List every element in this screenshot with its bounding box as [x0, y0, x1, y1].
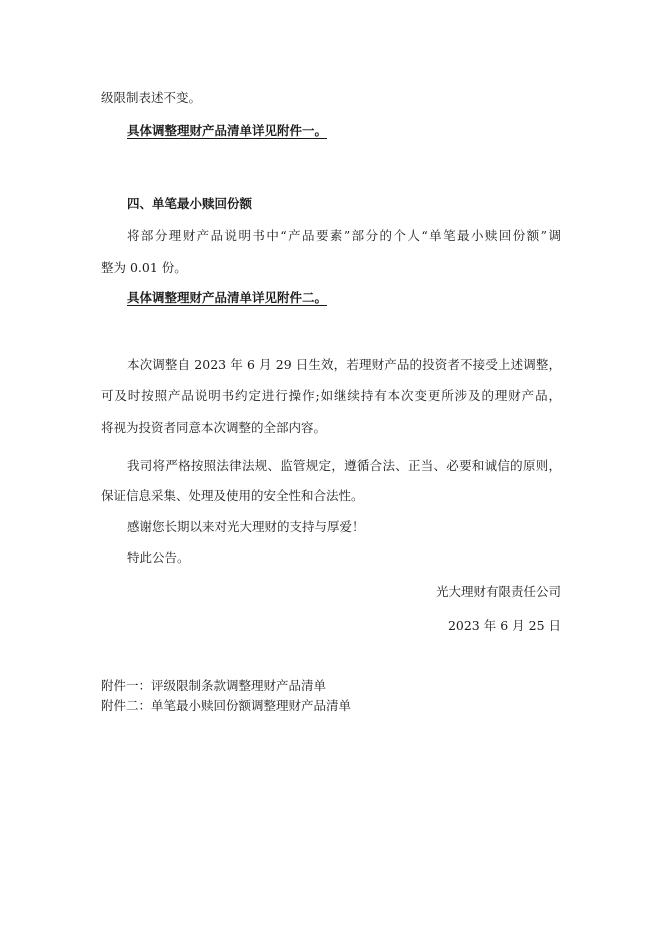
effective-paragraph-line2: 可及时按照产品说明书约定进行操作;如继续持有本次变更所涉及的理财产品， [101, 388, 561, 403]
attachment-one-reference: 具体调整理财产品清单详见附件一。 [127, 123, 328, 138]
section-four-heading: 四、单笔最小赎回份额 [127, 196, 253, 211]
compliance-paragraph-line2: 保证信息采集、处理及使用的安全性和合法性。 [101, 488, 364, 503]
thanks-text: 感谢您长期以来对光大理财的支持与厚爱！ [127, 519, 365, 534]
compliance-paragraph-line1: 我司将严格按照法律法规、监管规定，遵循合法、正当、必要和诚信的原则， [127, 458, 561, 473]
signature-date: 2023 年 6 月 25 日 [447, 618, 561, 633]
section-four-body-line1: 将部分理财产品说明书中“产品要素”部分的个人“单笔最小赎回份额”调 [127, 228, 561, 243]
announcement-closing: 特此公告。 [127, 550, 190, 565]
attachment-list-item-one: 附件一：评级限制条款调整理财产品清单 [101, 678, 327, 693]
attachment-two-reference: 具体调整理财产品清单详见附件二。 [127, 290, 328, 305]
section-four-body-line2: 整为 0.01 份。 [101, 260, 187, 275]
paragraph-rating-tail: 级限制表述不变。 [101, 90, 202, 105]
effective-paragraph-line3: 将视为投资者同意本次调整的全部内容。 [101, 420, 327, 435]
effective-paragraph-line1: 本次调整自 2023 年 6 月 29 日生效，若理财产品的投资者不接受上述调整， [127, 357, 561, 372]
attachment-list-item-two: 附件二：单笔最小赎回份额调整理财产品清单 [101, 698, 352, 713]
signature-company: 光大理财有限责任公司 [435, 584, 561, 599]
